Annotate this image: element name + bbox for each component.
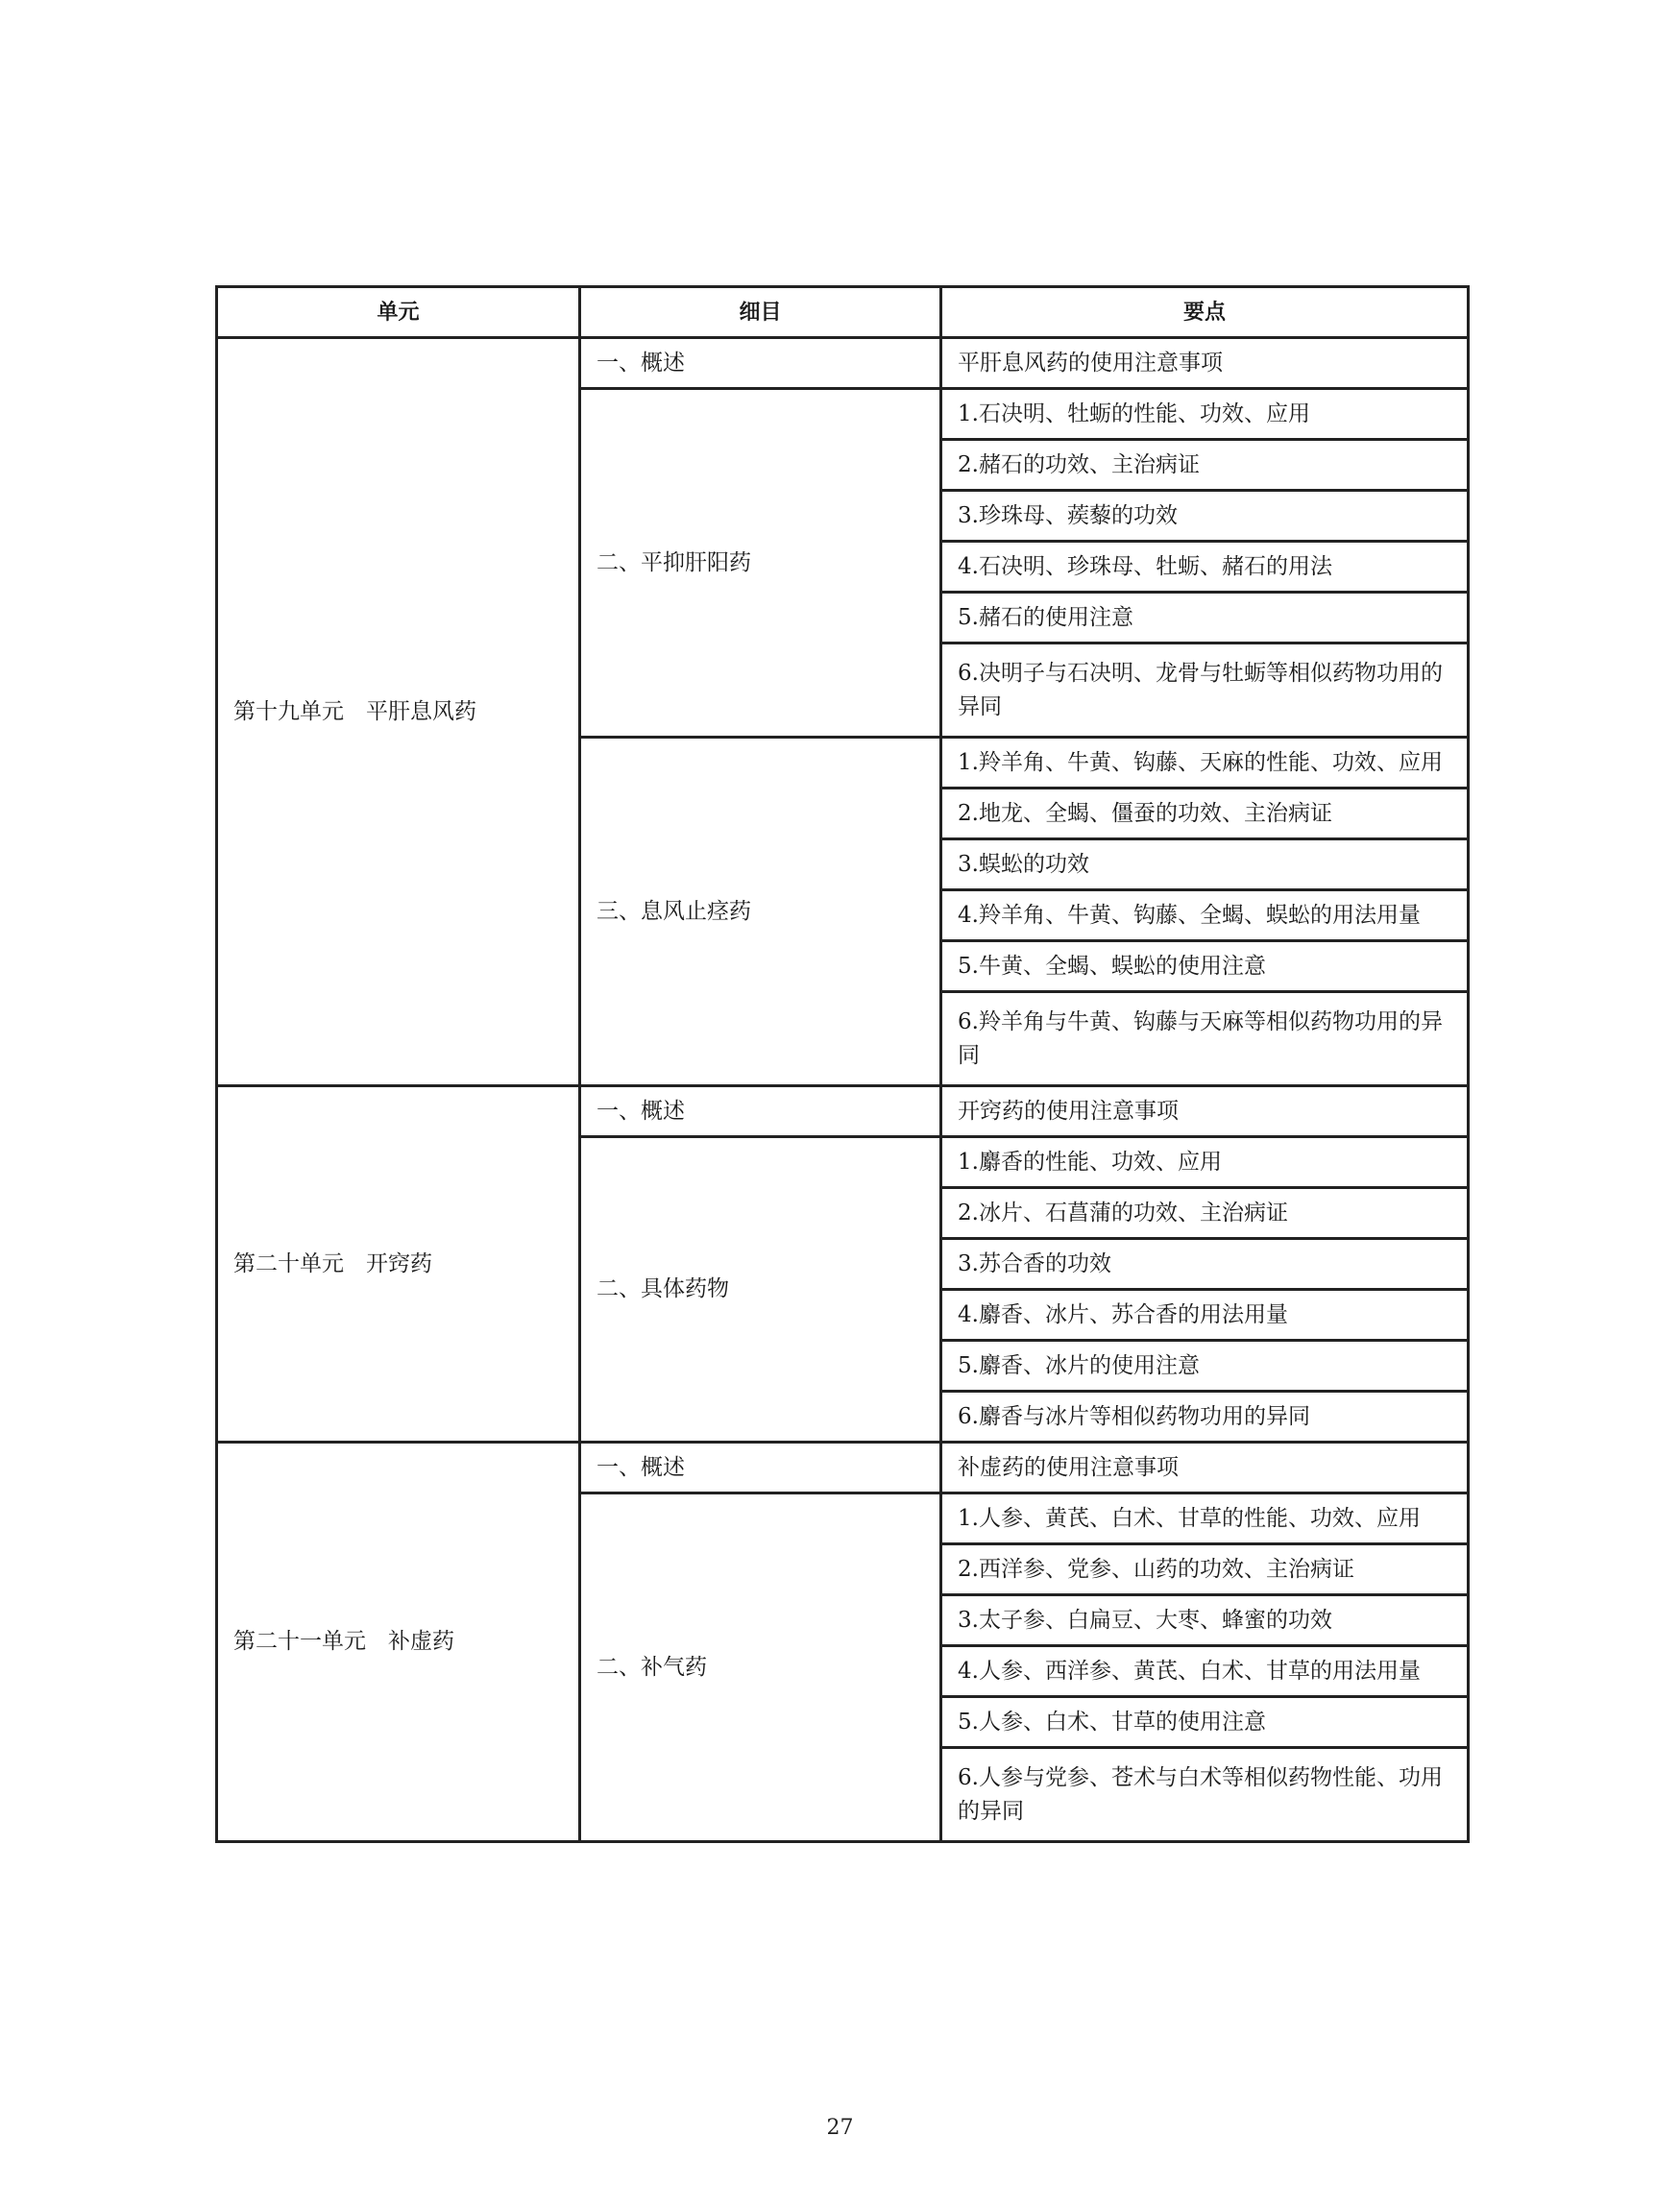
point-cell: 2.西洋参、党参、山药的功效、主治病证 <box>941 1544 1469 1595</box>
point-cell: 2.赭石的功效、主治病证 <box>941 440 1469 491</box>
syllabus-table <box>215 285 1470 1843</box>
point-cell: 3.太子参、白扁豆、大枣、蜂蜜的功效 <box>941 1595 1469 1646</box>
point-cell: 2.冰片、石菖蒲的功效、主治病证 <box>941 1188 1469 1239</box>
point-cell: 3.珍珠母、蒺藜的功效 <box>941 491 1469 542</box>
column-header-points: 要点 <box>941 287 1469 338</box>
subitem-cell: 二、平抑肝阳药 <box>580 389 941 738</box>
table-row <box>217 1086 1469 1137</box>
point-cell: 5.赭石的使用注意 <box>941 593 1469 643</box>
point-cell: 4.石决明、珍珠母、牡蛎、赭石的用法 <box>941 542 1469 593</box>
point-cell: 4.羚羊角、牛黄、钩藤、全蝎、蜈蚣的用法用量 <box>941 890 1469 941</box>
unit-cell: 第二十一单元 补虚药 <box>217 1443 580 1842</box>
column-header-subitem: 细目 <box>580 287 941 338</box>
point-cell: 4.人参、西洋参、黄芪、白术、甘草的用法用量 <box>941 1646 1469 1697</box>
unit-cell: 第二十单元 开窍药 <box>217 1086 580 1443</box>
table-header-row <box>217 287 1469 338</box>
subitem-cell: 一、概述 <box>580 1443 941 1493</box>
column-header-unit: 单元 <box>217 287 580 338</box>
unit-cell: 第十九单元 平肝息风药 <box>217 338 580 1086</box>
point-cell: 5.牛黄、全蝎、蜈蚣的使用注意 <box>941 941 1469 992</box>
point-cell: 1.人参、黄芪、白术、甘草的性能、功效、应用 <box>941 1493 1469 1544</box>
point-cell: 6.羚羊角与牛黄、钩藤与天麻等相似药物功用的异同 <box>941 992 1469 1086</box>
subitem-cell: 一、概述 <box>580 338 941 389</box>
point-cell: 5.人参、白术、甘草的使用注意 <box>941 1697 1469 1748</box>
page-number: 27 <box>826 2116 854 2140</box>
point-cell: 平肝息风药的使用注意事项 <box>941 338 1469 389</box>
point-cell: 1.石决明、牡蛎的性能、功效、应用 <box>941 389 1469 440</box>
point-cell: 5.麝香、冰片的使用注意 <box>941 1341 1469 1392</box>
subitem-cell: 二、具体药物 <box>580 1137 941 1443</box>
point-cell: 4.麝香、冰片、苏合香的用法用量 <box>941 1290 1469 1341</box>
point-cell: 3.苏合香的功效 <box>941 1239 1469 1290</box>
point-cell: 6.人参与党参、苍术与白术等相似药物性能、功用的异同 <box>941 1748 1469 1842</box>
point-cell: 1.麝香的性能、功效、应用 <box>941 1137 1469 1188</box>
point-cell: 6.决明子与石决明、龙骨与牡蛎等相似药物功用的异同 <box>941 643 1469 738</box>
point-cell: 开窍药的使用注意事项 <box>941 1086 1469 1137</box>
point-cell: 2.地龙、全蝎、僵蚕的功效、主治病证 <box>941 789 1469 839</box>
point-cell: 6.麝香与冰片等相似药物功用的异同 <box>941 1392 1469 1443</box>
subitem-cell: 一、概述 <box>580 1086 941 1137</box>
subitem-cell: 三、息风止痉药 <box>580 738 941 1086</box>
point-cell: 3.蜈蚣的功效 <box>941 839 1469 890</box>
point-cell: 补虚药的使用注意事项 <box>941 1443 1469 1493</box>
subitem-cell: 二、补气药 <box>580 1493 941 1842</box>
table-row <box>217 1443 1469 1493</box>
table-row <box>217 338 1469 389</box>
point-cell: 1.羚羊角、牛黄、钩藤、天麻的性能、功效、应用 <box>941 738 1469 789</box>
